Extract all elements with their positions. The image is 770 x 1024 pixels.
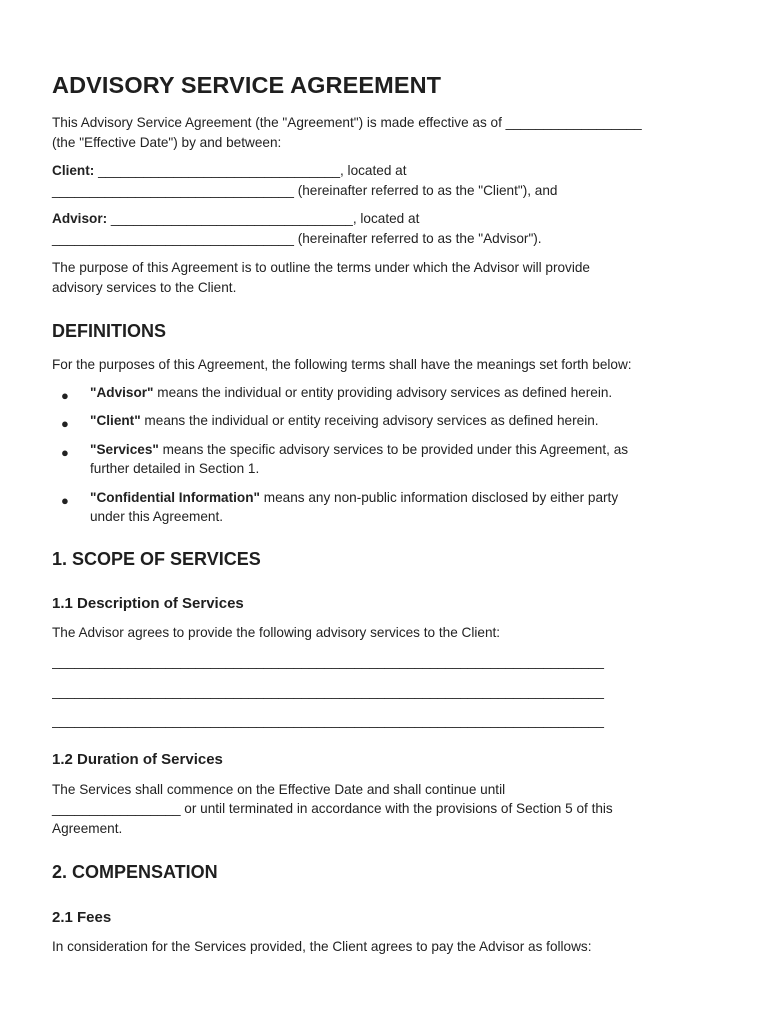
agreement-document — [52, 72, 722, 957]
advisor-line-2: ________________________________ (hereinafter referred to as the "Advisor"). — [52, 230, 542, 246]
blank-line: _________________________________________________________________________ — [52, 713, 604, 728]
definition-term: "Services" — [90, 441, 159, 457]
duration-line-1: The Services shall commence on the Effective Date and shall continue until — [52, 781, 506, 797]
definition-confidential-information — [52, 488, 722, 527]
advisor-line-1: ________________________________, located at — [107, 211, 420, 226]
definition-text: means the individual or entity providing advisory services as defined herein. — [153, 384, 613, 400]
advisor-label: Advisor: — [52, 211, 108, 226]
services-blank-lines — [52, 652, 722, 731]
bullet-icon: ● — [61, 492, 69, 508]
section-1-1-text: The Advisor agrees to provide the following advisory services to the Client: — [52, 624, 501, 640]
section-2-1-text: In consideration for the Services provided, the Client agrees to pay the Advisor as follows: — [52, 939, 592, 954]
client-line-1: ________________________________, located at — [94, 163, 407, 178]
duration-line-3: Agreement. — [52, 820, 123, 836]
document-title: ADVISORY SERVICE AGREEMENT — [52, 72, 442, 98]
section-1-2-heading: 1.2 Duration of Services — [52, 750, 223, 768]
definitions-intro: For the purposes of this Agreement, the following terms shall have the meanings set forth below: — [52, 357, 632, 372]
definition-client — [52, 411, 722, 431]
duration-line-2: _________________ or until terminated in accordance with the provisions of Section 5 of this — [52, 801, 613, 816]
definition-text: means the individual or entity receiving advisory services as defined herein. — [140, 413, 599, 428]
blank-line: _________________________________________________________________________ — [52, 683, 604, 699]
client-paragraph — [52, 161, 722, 200]
client-label: Client: — [52, 163, 95, 178]
definition-term: "Client" — [90, 413, 141, 428]
section-2-heading: 2. COMPENSATION — [52, 862, 218, 882]
bullet-icon: ● — [61, 387, 69, 403]
definition-text-continued: further detailed in Section 1. — [90, 461, 260, 476]
definitions-list — [52, 383, 722, 527]
definition-services — [52, 440, 722, 479]
blank-line: _________________________________________________________________________ — [52, 654, 604, 669]
definition-term: "Confidential Information" — [90, 489, 260, 505]
definition-text-continued: under this Agreement. — [90, 509, 223, 524]
definition-advisor — [52, 383, 722, 403]
section-1-heading: 1. SCOPE OF SERVICES — [52, 548, 261, 569]
section-1-2-text — [52, 780, 722, 839]
intro-line-1: This Advisory Service Agreement (the "Agreement") is made effective as of __________________ — [52, 115, 642, 130]
advisor-paragraph — [52, 209, 722, 248]
intro-paragraph — [52, 113, 722, 152]
definitions-heading: DEFINITIONS — [52, 321, 167, 341]
section-2-1-heading: 2.1 Fees — [52, 909, 112, 926]
definition-text: means the specific advisory services to be provided under this Agreement, as — [158, 441, 629, 457]
purpose-line-2: advisory services to the Client. — [52, 279, 237, 295]
intro-line-2: (the "Effective Date") by and between: — [52, 134, 282, 150]
bullet-icon: ● — [61, 444, 69, 460]
purpose-paragraph — [52, 258, 722, 297]
client-line-2: ________________________________ (hereinafter referred to as the "Client"), and — [52, 182, 558, 198]
definition-text: means any non-public information disclosed by either party — [259, 489, 619, 505]
section-1-1-heading: 1.1 Description of Services — [52, 594, 244, 612]
bullet-icon: ● — [61, 416, 69, 431]
definition-term: "Advisor" — [90, 384, 154, 400]
purpose-line-1: The purpose of this Agreement is to outline the terms under which the Advisor will provide — [52, 260, 590, 275]
